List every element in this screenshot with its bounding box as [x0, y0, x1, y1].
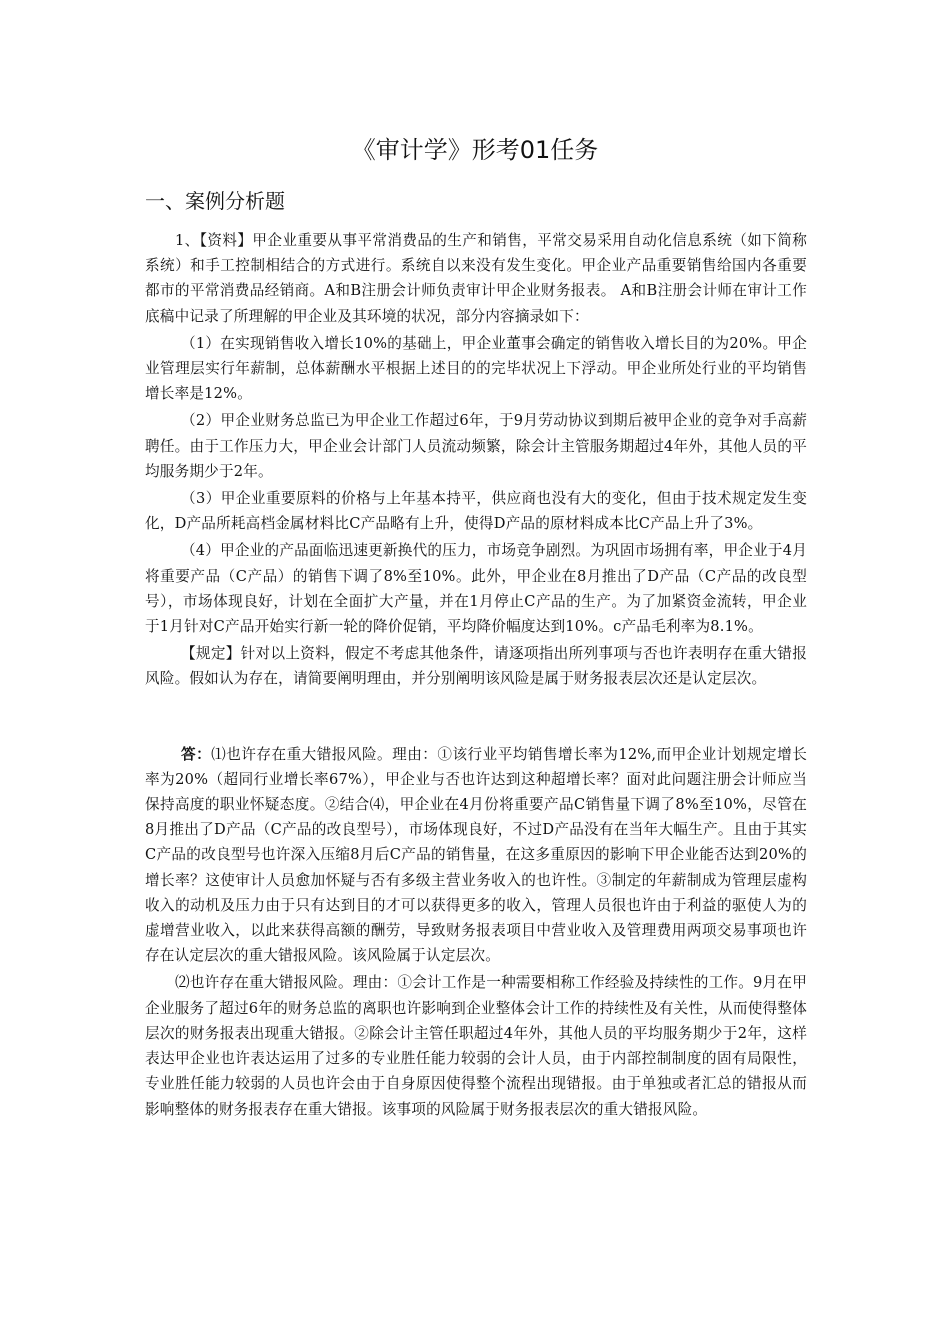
document-title: 《审计学》形考01任务 [351, 136, 599, 164]
question-requirement: 【规定】针对以上资料，假定不考虑其他条件，请逐项指出所列事项与否也许表明存在重大错报风险。假如认为存在，请简要阐明理由，并分别阐明该风险是属于财务报表层次还是认定层次。 [145, 645, 807, 688]
answer-part-1 [145, 742, 807, 969]
document-body [145, 228, 807, 1122]
paragraph-gap [145, 692, 807, 742]
question-item-1: （1）在实现销售收入增长10%的基础上，甲企业董事会确定的销售收入增长目的为20%。甲企业管理层实行年薪制，总体薪酬水平根据上述目的的完毕状况上下浮动。甲企业所处行业的平均销售增长率是12%。 [145, 334, 807, 403]
answer-part-1-text: ⑴也许存在重大错报风险。理由：①该行业平均销售增长率为12%,而甲企业计划规定增长率为20%（超同行业增长率67%），甲企业与否也许达到这种超增长率？面对此问题注册会计师应当保持高度的职业怀疑态度。②结合⑷，甲企业在4月份将重要产品C销售量下调了8%至10%，尽管在8月推出了D产品（C产品的改良型号），市场体现良好，不过D产品没有在当年大幅生产。且由于其实C产品的改良型号也许深入压缩8月后C产品的销售量，在这多重原因的影响下甲企业能否达到20%的增长率？这使审计人员愈加怀疑与否有多级主营业务收入的也许性。③制定的年薪制成为管理层虚构收入的动机及压力由于只有达到目的才可以获得更多的收入，管理人员很也许由于利益的驱使人为的虚增营业收入，以此来获得高额的酬劳，导致财务报表项目中营业收入及管理费用两项交易事项也许存在认定层次的重大错报风险。该风险属于认定层次。 [145, 745, 808, 965]
question-intro: 1、【资料】甲企业重要从事平常消费品的生产和销售，平常交易采用自动化信息系统（如下简称系统）和手工控制相结合的方式进行。系统自以来没有发生变化。甲企业产品重要销售给国内各重要都市的平常消费品经销商。A和B注册会计师负责审计甲企业财务报表。 A和B注册会计师在审计工作底稿中记录了所理解的甲企业及其环境的状况，部分内容摘录如下： [145, 232, 807, 325]
question-item-3: （3）甲企业重要原料的价格与上年基本持平，供应商也没有大的变化，但由于技术规定发生变化，D产品所耗高档金属材料比C产品略有上升，使得D产品的原材料成本比C产品上升了3%。 [145, 490, 807, 533]
answer-part-2: ⑵也许存在重大错报风险。理由：①会计工作是一种需要相称工作经验及持续性的工作。9月在甲企业服务了超过6年的财务总监的离职也许影响到企业整体会计工作的持续性及有关性，从而使得整体层次的财务报表出现重大错报。②除会计主管任职超过4年外，其他人员的平均服务期少于2年，这样表达甲企业也许表达运用了过多的专业胜任能力较弱的会计人员，由于内部控制制度的固有局限性，专业胜任能力较弱的人员也许会由于自身原因使得整个流程出现错报。由于单独或者汇总的错报从而影响整体的财务报表存在重大错报。该事项的风险属于财务报表层次的重大错报风险。 [145, 974, 807, 1118]
question-item-4: （4）甲企业的产品面临迅速更新换代的压力，市场竞争剧烈。为巩固市场拥有率，甲企业于4月将重要产品（C产品）的销售下调了8%至10%。此外，甲企业在8月推出了D产品（C产品的改良型号），市场体现良好，计划在全面扩大产量，并在1月停止C产品的生产。为了加紧资金流转，甲企业于1月针对C产品开始实行新一轮的降价促销，平均降价幅度达到10%。c产品毛利率为8.1%。 [145, 542, 807, 636]
answer-label: 答： [181, 745, 212, 763]
section-heading: 一、案例分析题 [145, 189, 285, 213]
question-item-2: （2）甲企业财务总监已为甲企业工作超过6年，于9月劳动协议到期后被甲企业的竞争对手高薪聘任。由于工作压力大，甲企业会计部门人员流动频繁，除会计主管服务期超过4年外，其他人员的平均服务期少于2年。 [145, 412, 807, 480]
